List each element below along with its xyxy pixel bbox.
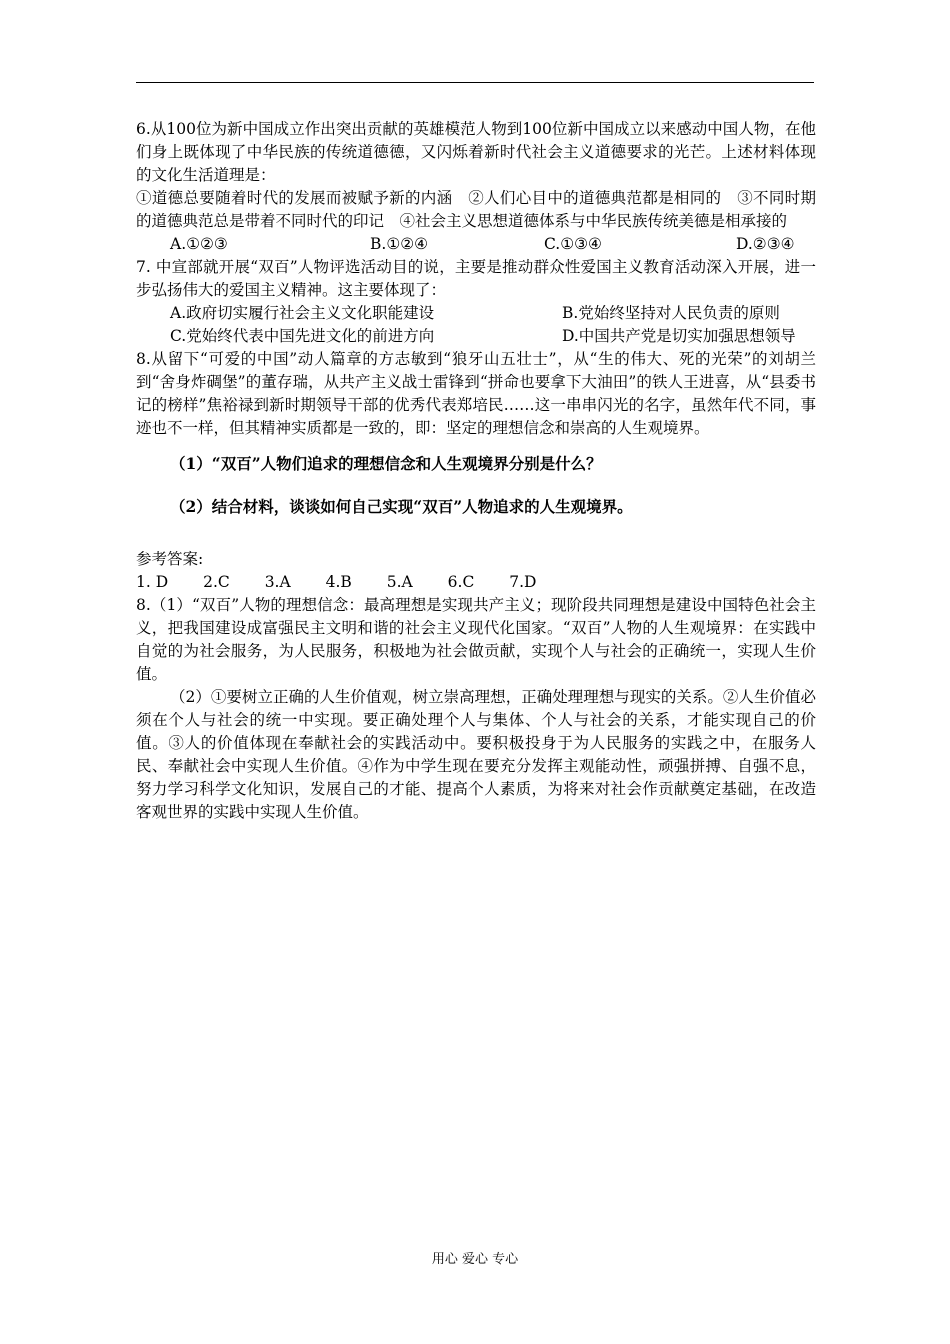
answers-title: 参考答案: xyxy=(136,550,204,568)
answer-choices xyxy=(136,571,816,594)
q6-option-d: D.②③④ xyxy=(736,235,795,253)
answer-1: 1. D xyxy=(136,573,169,591)
q8-stem: 8.从留下“可爱的中国”动人篇章的方志敏到“狼牙山五壮士”，从“生的伟大、死的光荣”的刘胡兰到“舍身炸碉堡”的董存瑞，从共产主义战士雷锋到“拼命也要拿下大油田”的铁人王进喜，从“县委书记的榜样”焦裕禄到新时期领导干部的优秀代表郑培民……这一串串闪光的名字，虽然年代不同，事迹也不一样，但其精神实质都是一致的，即：坚定的理想信念和崇高的人生观境界。 xyxy=(136,350,816,437)
q7-option-d: D.中国共产党是切实加强思想领导 xyxy=(562,327,796,345)
page-footer: 用心 爱心 专心 xyxy=(431,1252,519,1267)
q6-option-c: C.①③④ xyxy=(544,235,602,253)
header-rule xyxy=(136,82,814,83)
q7-option-b: B.党始终坚持对人民负责的原则 xyxy=(562,304,780,322)
answer-4: 4.B xyxy=(325,573,352,591)
q8-subquestion-2: （2）结合材料，谈谈如何自己实现“双百”人物追求的人生观境界。 xyxy=(170,497,633,516)
answer-3: 3.A xyxy=(264,573,291,591)
q8-subquestion-1: （1）“双百”人物们追求的理想信念和人生观境界分别是什么？ xyxy=(170,454,602,473)
q6-stem: 6.从100位为新中国成立作出突出贡献的英雄模范人物到100位新中国成立以来感动中国人物，在他们身上既体现了中华民族的传统道德德，又闪烁着新时代社会主义道德要求的光芒。上述材料体现的文化生活道理是： xyxy=(136,120,816,184)
answer-8-part-1: 8.（1）“双百”人物的理想信念：最高理想是实现共产主义；现阶段共同理想是建设中国特色社会主义，把我国建设成富强民主文明和谐的社会主义现代化国家。“双百”人物的人生观境界：在实践中自觉的为社会服务，为人民服务，积极地为社会做贡献，实现个人与社会的正确统一，实现人生价值。 xyxy=(136,596,816,683)
answer-6: 6.C xyxy=(447,573,475,591)
q7-stem: 7. 中宣部就开展“双百”人物评选活动目的说，主要是推动群众性爱国主义教育活动深入开展，进一步弘扬伟大的爱国主义精神。这主要体现了： xyxy=(136,258,816,299)
q6-options xyxy=(136,233,816,256)
answer-7: 7.D xyxy=(509,573,537,591)
q7-option-c: C.党始终代表中国先进文化的前进方向 xyxy=(170,327,435,345)
answer-2: 2.C xyxy=(203,573,230,591)
q6-option-a: A.①②③ xyxy=(170,235,228,253)
q7-option-a: A.政府切实履行社会主义文化职能建设 xyxy=(170,304,435,322)
document-body xyxy=(136,118,816,824)
q6-option-b: B.①②④ xyxy=(370,235,429,253)
q7-options-row-2 xyxy=(136,325,816,348)
q6-statements: ①道德总要随着时代的发展而被赋予新的内涵 ②人们心目中的道德典范都是相同的 ③不同时期的道德典范总是带着不同时代的印记 ④社会主义思想道德体系与中华民族传统美德是相承接的 xyxy=(136,189,816,230)
answer-5: 5.A xyxy=(386,573,413,591)
q7-options-row-1 xyxy=(136,302,816,325)
answer-8-part-2: （2）①要树立正确的人生价值观，树立崇高理想，正确处理理想与现实的关系。②人生价值必须在个人与社会的统一中实现。要正确处理个人与集体、个人与社会的关系，才能实现自己的价值。③人的价值体现在奉献社会的实践活动中。要积极投身于为人民服务的实践之中，在服务人民、奉献社会中实现人生价值。④作为中学生现在要充分发挥主观能动性，顽强拼搏、自强不息，努力学习科学文化知识，发展自己的才能、提高个人素质，为将来对社会作贡献奠定基础，在改造客观世界的实践中实现人生价值。 xyxy=(136,688,816,821)
